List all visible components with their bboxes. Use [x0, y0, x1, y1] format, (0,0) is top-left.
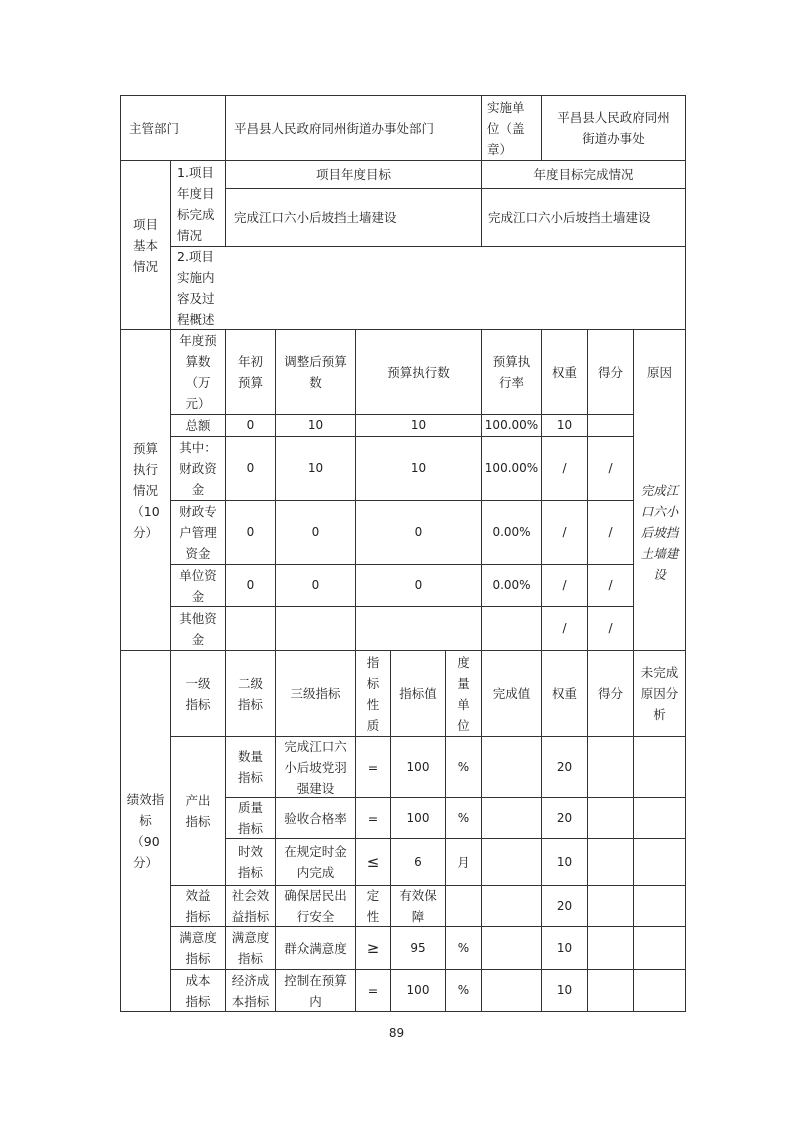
perf-row-reason — [634, 737, 685, 797]
budget-row-executed: 10 — [410, 461, 427, 475]
budget-row-adjusted — [276, 607, 355, 650]
budget-row-rate: 0.00% — [492, 578, 531, 592]
page-number: 89 — [388, 1026, 405, 1040]
perf-row-score — [588, 798, 633, 838]
perf-header-score: 得分 — [597, 686, 623, 701]
perf-row-unit — [446, 886, 481, 926]
perf-header-done: 完成值 — [492, 686, 531, 701]
budget-header-rate: 预算执行率 — [492, 354, 531, 390]
budget-row-weight: / — [562, 525, 567, 539]
budget-header-reason: 原因 — [646, 364, 672, 380]
perf-row-value: 100 — [406, 983, 430, 997]
perf-row-unit: % — [457, 983, 470, 997]
budget-row-score: / — [608, 578, 613, 592]
perf-row-value: 100 — [406, 810, 430, 825]
perf-row-score — [588, 886, 633, 926]
perf-row-nature: ≤ — [366, 852, 380, 871]
budget-row-adjusted: 0 — [311, 578, 320, 592]
content-value — [226, 247, 685, 329]
perf-row-done — [482, 737, 541, 797]
budget-row-initial: 0 — [246, 578, 255, 592]
target-value: 完成江口六小后坡挡土墙建设 — [234, 210, 397, 225]
perf-row-nature: 定性 — [366, 888, 380, 924]
perf-row-value: 有效保障 — [399, 888, 437, 924]
budget-row-rate: 100.00% — [484, 461, 539, 475]
perf-row-score — [588, 839, 633, 885]
budget-row-initial — [226, 607, 275, 650]
perf-row-unit: % — [457, 940, 470, 955]
perf-row-l2: 满意度指标 — [231, 930, 270, 966]
budget-row-adjusted: 10 — [307, 418, 324, 432]
perf-row-weight: 10 — [556, 983, 573, 997]
perf-row-value: 100 — [406, 759, 430, 774]
perf-row-done — [482, 798, 541, 838]
budget-header-score: 得分 — [597, 364, 623, 380]
budget-row-name: 财政专户管理资金 — [179, 504, 217, 561]
perf-row-nature: = — [367, 810, 379, 826]
budget-row-rate: 100.00% — [484, 418, 539, 432]
perf-row-l1: 效益指标 — [185, 888, 211, 924]
target-label: 1.项目年度目标完成情况 — [177, 164, 215, 243]
budget-row-executed: 10 — [410, 418, 427, 432]
perf-row-weight: 20 — [556, 898, 573, 913]
perf-header-l2: 二级指标 — [237, 675, 263, 712]
perf-row-unit: % — [457, 759, 470, 774]
perf-row-l2: 质量指标 — [237, 800, 263, 836]
perf-header-value: 指标值 — [399, 686, 437, 701]
perf-header-reason: 未完成原因分析 — [640, 665, 679, 722]
perf-row-score — [588, 927, 633, 969]
perf-row-l3: 群众满意度 — [284, 940, 347, 956]
perf-row-unit: % — [457, 810, 470, 825]
perf-row-weight: 20 — [556, 810, 573, 825]
perf-row-done — [482, 970, 541, 1011]
completion-col-header: 年度目标完成情况 — [533, 167, 634, 182]
perf-row-value: 6 — [414, 854, 422, 869]
budget-row-weight: / — [562, 621, 567, 635]
basic-section-label: 项目基本情况 — [132, 216, 158, 274]
budget-row-executed: 0 — [414, 525, 423, 539]
budget-row-executed — [356, 607, 481, 650]
perf-header-nature: 指标性质 — [366, 654, 380, 733]
perf-row-l3: 控制在预算内 — [284, 972, 347, 1009]
perf-header-l3: 三级指标 — [290, 686, 341, 701]
budget-row-name: 其他资金 — [179, 610, 217, 647]
perf-row-reason — [634, 927, 685, 969]
budget-header-initial: 年初预算 — [237, 354, 263, 390]
perf-header-unit: 度量单位 — [457, 654, 470, 733]
perf-row-l2: 经济成本指标 — [231, 972, 270, 1009]
target-col-header: 项目年度目标 — [315, 167, 391, 182]
budget-row-score: / — [608, 461, 613, 475]
perf-row-l2: 社会效益指标 — [231, 888, 270, 924]
impl-unit-label: 实施单位（盖章） — [487, 99, 525, 157]
perf-row-reason — [634, 839, 685, 885]
budget-row-adjusted: 0 — [311, 525, 320, 539]
budget-row-score — [588, 415, 633, 436]
budget-header-executed: 预算执行数 — [387, 364, 450, 380]
perf-row-done — [482, 839, 541, 885]
perf-row-done — [482, 886, 541, 926]
budget-row-adjusted: 10 — [307, 461, 324, 475]
perf-row-l3: 确保居民出行安全 — [284, 888, 347, 924]
budget-row-initial: 0 — [246, 461, 255, 475]
perf-section-label: 绩效指标（90分） — [126, 792, 165, 870]
budget-header-adjusted: 调整后预算数 — [284, 354, 347, 390]
budget-row-score: / — [608, 525, 613, 539]
supervisor-value: 平昌县人民政府同州街道办事处部门 — [234, 120, 435, 136]
perf-row-l2: 数量指标 — [237, 749, 263, 785]
budget-header-annual: 年度预算数（万元） — [179, 333, 217, 411]
perf-row-done — [482, 927, 541, 969]
budget-row-weight: / — [562, 578, 567, 592]
perf-row-reason — [634, 798, 685, 838]
perf-row-nature: = — [367, 983, 379, 998]
budget-row-score: / — [608, 621, 613, 635]
perf-row-weight: 20 — [556, 759, 573, 774]
perf-row-score — [588, 737, 633, 797]
perf-row-value: 95 — [410, 940, 426, 955]
output-indicator-label: 产出指标 — [185, 793, 211, 829]
impl-unit-value: 平昌县人民政府同州街道办事处 — [557, 110, 670, 146]
budget-row-executed: 0 — [414, 578, 423, 592]
perf-row-weight: 10 — [556, 854, 573, 869]
budget-row-rate — [482, 607, 541, 650]
perf-row-unit: 月 — [457, 854, 470, 870]
budget-row-name: 总额 — [185, 418, 211, 433]
perf-row-l1: 成本指标 — [185, 972, 211, 1009]
budget-row-rate: 0.00% — [492, 525, 531, 539]
budget-header-weight: 权重 — [551, 364, 577, 380]
perf-row-nature: = — [367, 759, 379, 775]
perf-row-l1: 满意度指标 — [179, 930, 217, 966]
budget-row-name: 其中：财政资金 — [179, 440, 217, 497]
perf-row-reason — [634, 886, 685, 926]
budget-row-name: 单位资金 — [179, 567, 217, 604]
perf-row-l2: 时效指标 — [237, 844, 263, 880]
content-label: 2.项目实施内容及过程概述 — [177, 249, 215, 327]
budget-row-initial: 0 — [246, 525, 255, 539]
perf-row-nature: ≥ — [366, 938, 380, 957]
supervisor-label: 主管部门 — [129, 120, 180, 136]
perf-header-weight: 权重 — [551, 686, 577, 701]
completion-value: 完成江口六小后坡挡土墙建设 — [488, 210, 651, 225]
perf-header-l1: 一级指标 — [185, 675, 211, 712]
budget-section-label: 预算执行情况（10分） — [131, 440, 160, 540]
perf-row-l3: 完成江口六小后坡党羽强建设 — [284, 738, 347, 796]
perf-row-score — [588, 970, 633, 1011]
budget-reason: 完成江口六小后坡挡土墙建设 — [640, 483, 679, 582]
budget-row-initial: 0 — [246, 418, 255, 432]
perf-row-l3: 验收合格率 — [284, 810, 347, 826]
perf-row-reason — [634, 970, 685, 1011]
perf-row-weight: 10 — [556, 940, 573, 955]
perf-row-l3: 在规定时金内完成 — [284, 844, 347, 880]
budget-row-weight: / — [562, 461, 567, 475]
budget-row-weight: 10 — [556, 418, 573, 432]
